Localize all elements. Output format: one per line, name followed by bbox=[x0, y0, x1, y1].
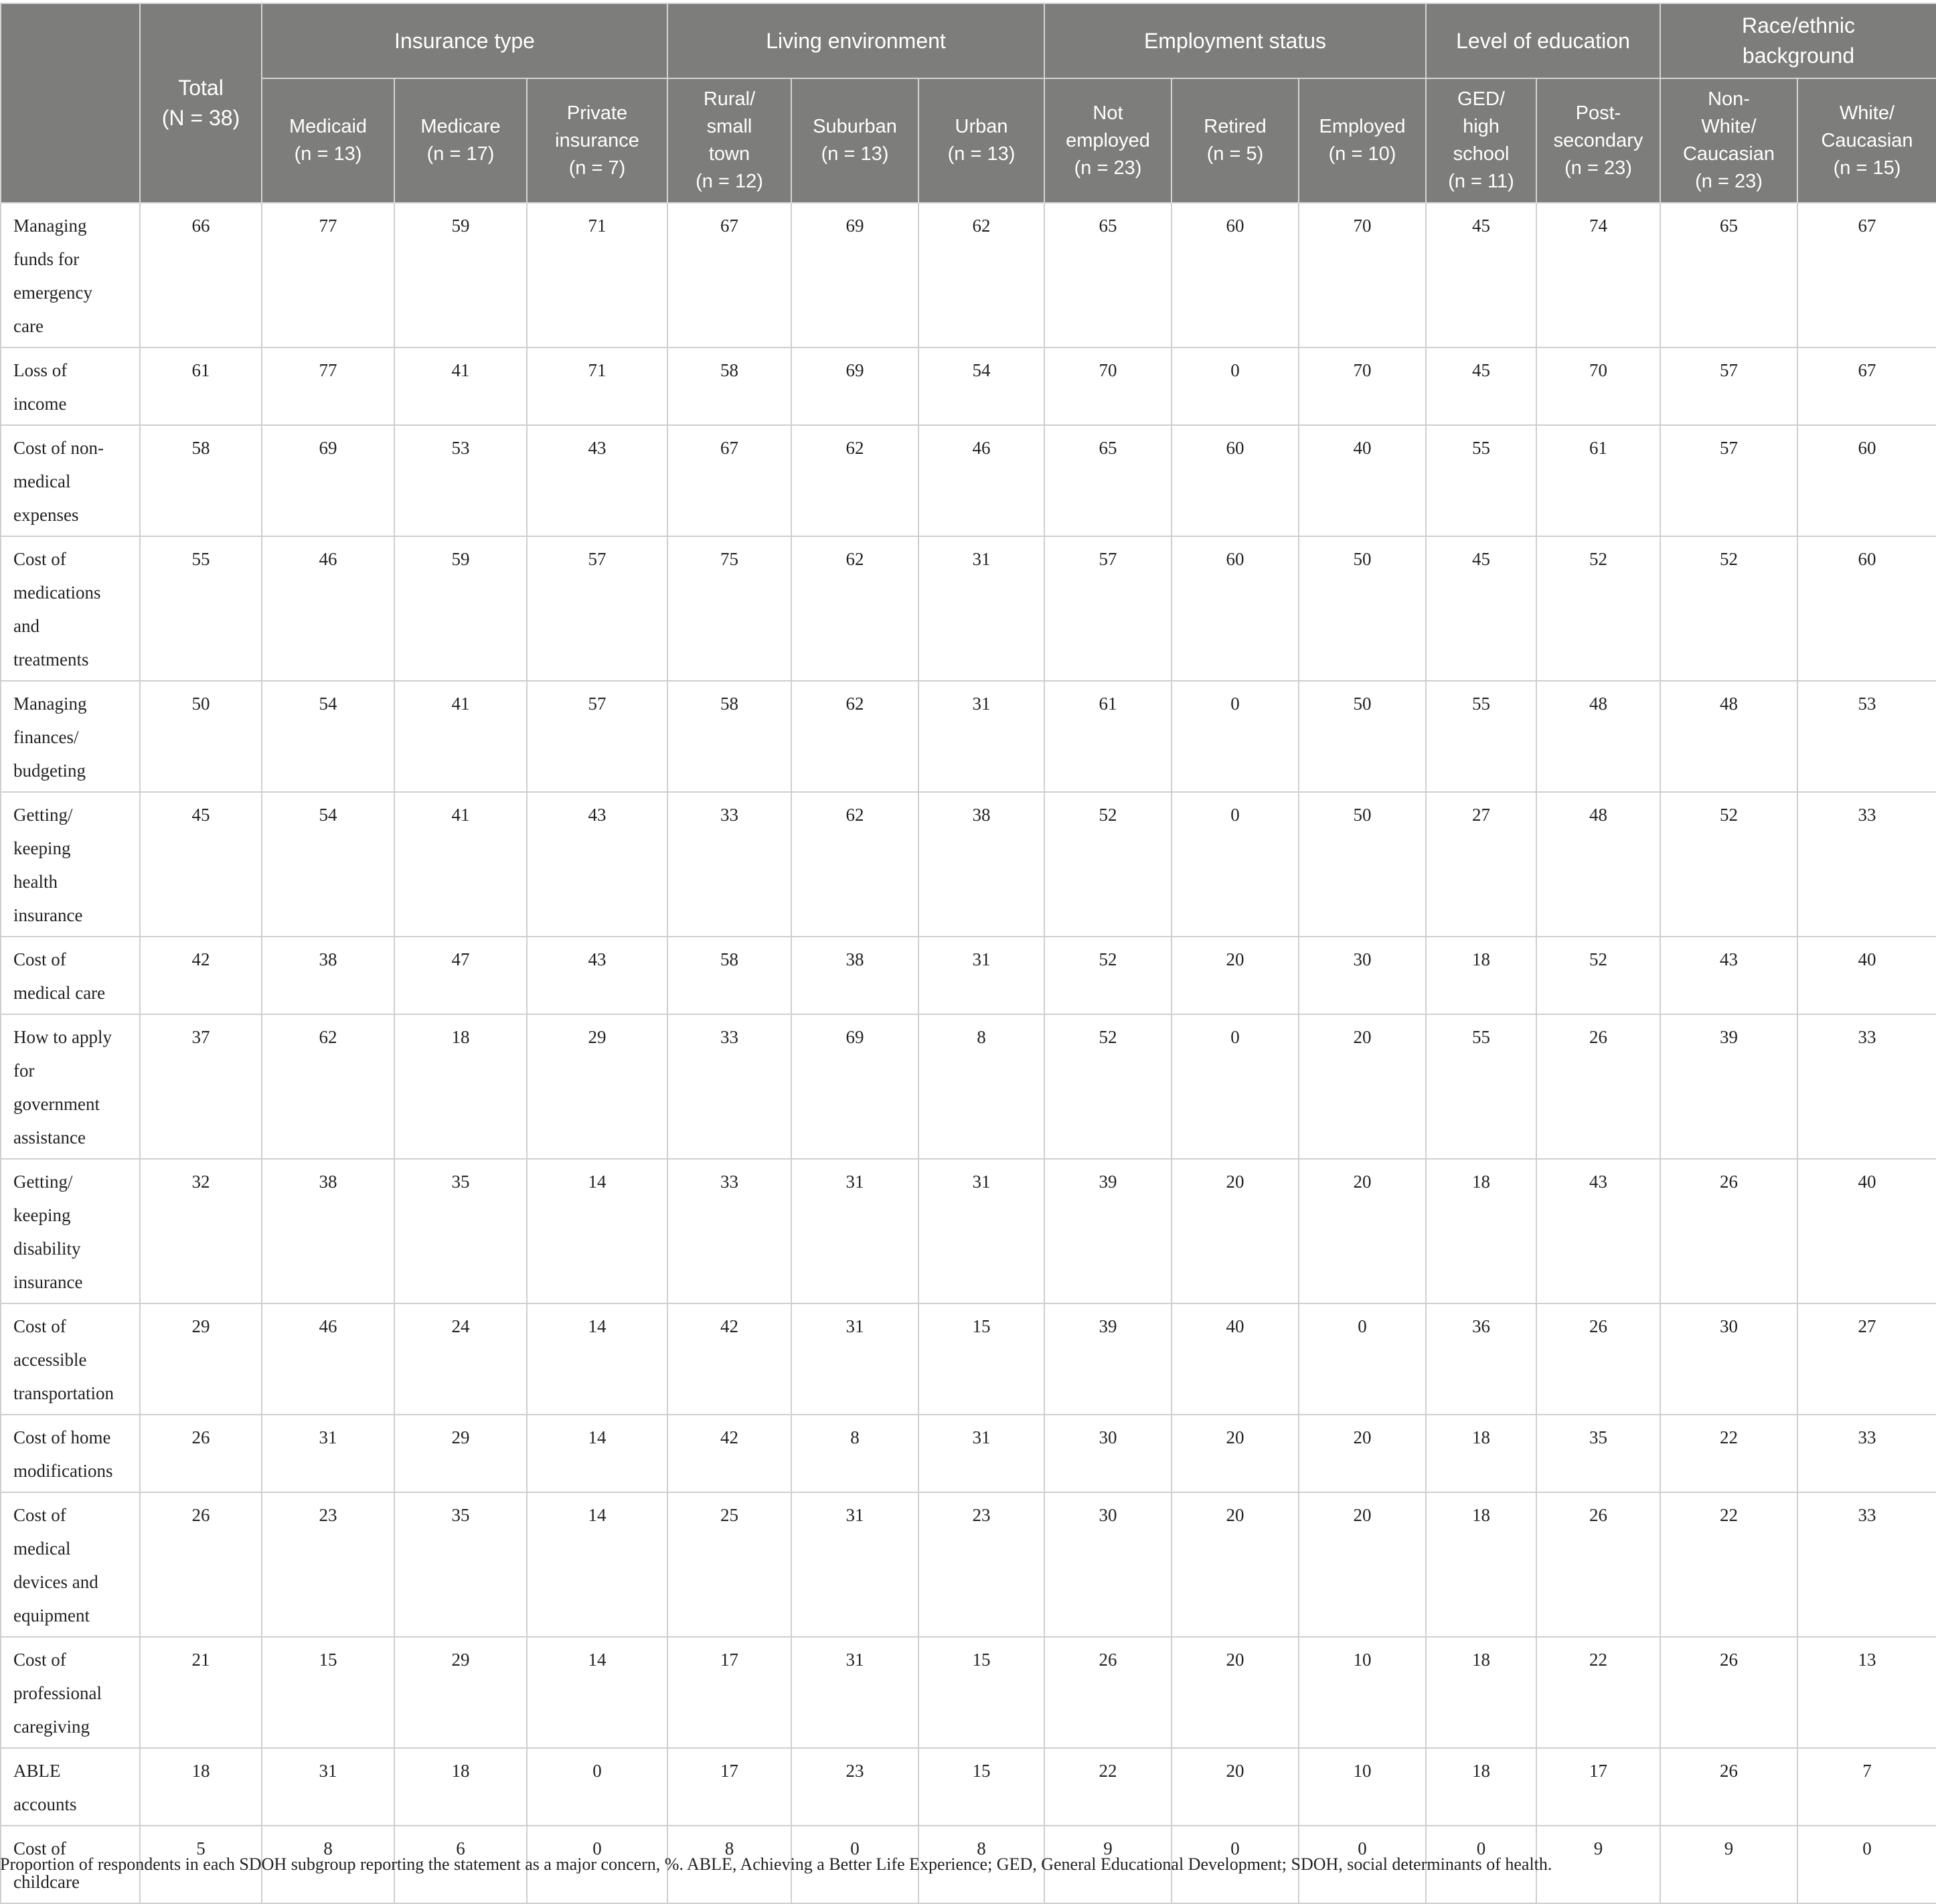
value-cell: 29 bbox=[394, 1415, 527, 1492]
value-cell: 35 bbox=[1536, 1415, 1660, 1492]
value-cell: 0 bbox=[1172, 681, 1299, 792]
value-cell: 57 bbox=[1660, 347, 1797, 425]
total-cell: 18 bbox=[140, 1748, 262, 1826]
value-cell: 0 bbox=[527, 1748, 667, 1826]
value-cell: 54 bbox=[262, 792, 394, 937]
value-cell: 58 bbox=[667, 347, 791, 425]
value-cell: 20 bbox=[1172, 1637, 1299, 1748]
table-row bbox=[1, 347, 1936, 425]
value-cell: 20 bbox=[1172, 937, 1299, 1014]
table-row bbox=[1, 1159, 1936, 1303]
row-label: Cost of medical care bbox=[1, 937, 140, 1014]
value-cell: 17 bbox=[1536, 1748, 1660, 1826]
subgroup-header: GED/ high school (n = 11) bbox=[1426, 78, 1536, 203]
total-cell: 26 bbox=[140, 1415, 262, 1492]
subgroup-header: Urban (n = 13) bbox=[918, 78, 1044, 203]
value-cell: 0 bbox=[791, 1826, 918, 1903]
value-cell: 48 bbox=[1660, 681, 1797, 792]
table-row bbox=[1, 681, 1936, 792]
value-cell: 62 bbox=[791, 681, 918, 792]
total-cell: 26 bbox=[140, 1492, 262, 1637]
value-cell: 22 bbox=[1660, 1492, 1797, 1637]
value-cell: 0 bbox=[1299, 1303, 1426, 1415]
value-cell: 45 bbox=[1426, 203, 1536, 347]
value-cell: 40 bbox=[1797, 937, 1936, 1014]
value-cell: 35 bbox=[394, 1492, 527, 1637]
value-cell: 62 bbox=[791, 536, 918, 681]
value-cell: 27 bbox=[1426, 792, 1536, 937]
total-cell: 50 bbox=[140, 681, 262, 792]
value-cell: 52 bbox=[1660, 536, 1797, 681]
group-header: Living environment bbox=[667, 3, 1044, 78]
value-cell: 23 bbox=[262, 1492, 394, 1637]
value-cell: 43 bbox=[527, 425, 667, 536]
value-cell: 67 bbox=[667, 203, 791, 347]
value-cell: 0 bbox=[1299, 1826, 1426, 1903]
sdoh-concerns-table bbox=[0, 3, 1936, 1904]
value-cell: 0 bbox=[1172, 1014, 1299, 1159]
table-row bbox=[1, 536, 1936, 681]
value-cell: 13 bbox=[1797, 1637, 1936, 1748]
value-cell: 42 bbox=[667, 1303, 791, 1415]
value-cell: 33 bbox=[667, 1159, 791, 1303]
value-cell: 33 bbox=[667, 792, 791, 937]
value-cell: 45 bbox=[1426, 536, 1536, 681]
value-cell: 30 bbox=[1044, 1492, 1172, 1637]
value-cell: 59 bbox=[394, 203, 527, 347]
table-row bbox=[1, 425, 1936, 536]
value-cell: 18 bbox=[394, 1014, 527, 1159]
row-label: How to apply for government assistance bbox=[1, 1014, 140, 1159]
value-cell: 20 bbox=[1172, 1492, 1299, 1637]
value-cell: 65 bbox=[1044, 425, 1172, 536]
value-cell: 14 bbox=[527, 1415, 667, 1492]
value-cell: 30 bbox=[1299, 937, 1426, 1014]
value-cell: 33 bbox=[1797, 1415, 1936, 1492]
value-cell: 33 bbox=[1797, 1014, 1936, 1159]
table-row bbox=[1, 1415, 1936, 1492]
value-cell: 22 bbox=[1536, 1637, 1660, 1748]
value-cell: 31 bbox=[262, 1748, 394, 1826]
value-cell: 65 bbox=[1044, 203, 1172, 347]
value-cell: 42 bbox=[667, 1415, 791, 1492]
value-cell: 26 bbox=[1660, 1748, 1797, 1826]
value-cell: 69 bbox=[791, 1014, 918, 1159]
value-cell: 62 bbox=[918, 203, 1044, 347]
value-cell: 10 bbox=[1299, 1748, 1426, 1826]
value-cell: 22 bbox=[1660, 1415, 1797, 1492]
value-cell: 38 bbox=[262, 1159, 394, 1303]
row-label: Managing funds for emergency care bbox=[1, 203, 140, 347]
value-cell: 30 bbox=[1660, 1303, 1797, 1415]
value-cell: 52 bbox=[1044, 1014, 1172, 1159]
value-cell: 41 bbox=[394, 681, 527, 792]
total-cell: 37 bbox=[140, 1014, 262, 1159]
total-cell: 45 bbox=[140, 792, 262, 937]
total-cell: 66 bbox=[140, 203, 262, 347]
value-cell: 62 bbox=[791, 425, 918, 536]
value-cell: 31 bbox=[918, 937, 1044, 1014]
value-cell: 40 bbox=[1172, 1303, 1299, 1415]
total-cell: 29 bbox=[140, 1303, 262, 1415]
value-cell: 20 bbox=[1172, 1415, 1299, 1492]
row-label: Cost of childcare bbox=[1, 1826, 140, 1903]
value-cell: 52 bbox=[1044, 937, 1172, 1014]
total-cell: 58 bbox=[140, 425, 262, 536]
value-cell: 15 bbox=[918, 1748, 1044, 1826]
value-cell: 52 bbox=[1536, 536, 1660, 681]
value-cell: 15 bbox=[918, 1303, 1044, 1415]
value-cell: 31 bbox=[918, 1415, 1044, 1492]
value-cell: 33 bbox=[1797, 1492, 1936, 1637]
value-cell: 53 bbox=[1797, 681, 1936, 792]
value-cell: 18 bbox=[1426, 1159, 1536, 1303]
value-cell: 77 bbox=[262, 203, 394, 347]
group-header: Insurance type bbox=[262, 3, 667, 78]
value-cell: 39 bbox=[1660, 1014, 1797, 1159]
subgroup-header: White/ Caucasian (n = 15) bbox=[1797, 78, 1936, 203]
value-cell: 8 bbox=[262, 1826, 394, 1903]
value-cell: 0 bbox=[527, 1826, 667, 1903]
value-cell: 31 bbox=[918, 1159, 1044, 1303]
table-row bbox=[1, 203, 1936, 347]
value-cell: 75 bbox=[667, 536, 791, 681]
value-cell: 9 bbox=[1660, 1826, 1797, 1903]
value-cell: 52 bbox=[1536, 937, 1660, 1014]
total-cell: 32 bbox=[140, 1159, 262, 1303]
value-cell: 39 bbox=[1044, 1159, 1172, 1303]
value-cell: 6 bbox=[394, 1826, 527, 1903]
value-cell: 22 bbox=[1044, 1748, 1172, 1826]
group-header: Employment status bbox=[1044, 3, 1426, 78]
value-cell: 20 bbox=[1299, 1415, 1426, 1492]
value-cell: 57 bbox=[1044, 536, 1172, 681]
value-cell: 15 bbox=[918, 1637, 1044, 1748]
value-cell: 77 bbox=[262, 347, 394, 425]
value-cell: 20 bbox=[1299, 1014, 1426, 1159]
value-cell: 31 bbox=[791, 1492, 918, 1637]
value-cell: 20 bbox=[1299, 1159, 1426, 1303]
value-cell: 26 bbox=[1536, 1014, 1660, 1159]
row-label: Cost of home modifications bbox=[1, 1415, 140, 1492]
value-cell: 55 bbox=[1426, 425, 1536, 536]
value-cell: 18 bbox=[1426, 1748, 1536, 1826]
value-cell: 62 bbox=[791, 792, 918, 937]
value-cell: 54 bbox=[262, 681, 394, 792]
row-label: Managing finances/ budgeting bbox=[1, 681, 140, 792]
value-cell: 18 bbox=[1426, 1492, 1536, 1637]
subgroup-header: Medicare (n = 17) bbox=[394, 78, 527, 203]
row-label: Cost of accessible transportation bbox=[1, 1303, 140, 1415]
value-cell: 43 bbox=[527, 937, 667, 1014]
value-cell: 69 bbox=[262, 425, 394, 536]
value-cell: 58 bbox=[667, 681, 791, 792]
value-cell: 54 bbox=[918, 347, 1044, 425]
value-cell: 29 bbox=[527, 1014, 667, 1159]
value-cell: 60 bbox=[1797, 425, 1936, 536]
value-cell: 50 bbox=[1299, 792, 1426, 937]
value-cell: 39 bbox=[1044, 1303, 1172, 1415]
value-cell: 31 bbox=[791, 1637, 918, 1748]
value-cell: 70 bbox=[1299, 203, 1426, 347]
total-cell: 5 bbox=[140, 1826, 262, 1903]
value-cell: 60 bbox=[1172, 425, 1299, 536]
total-column-header: Total (N = 38) bbox=[140, 3, 262, 203]
table-row bbox=[1, 1492, 1936, 1637]
total-cell: 42 bbox=[140, 937, 262, 1014]
value-cell: 70 bbox=[1299, 347, 1426, 425]
value-cell: 20 bbox=[1172, 1159, 1299, 1303]
value-cell: 69 bbox=[791, 203, 918, 347]
value-cell: 20 bbox=[1172, 1748, 1299, 1826]
table-row bbox=[1, 1748, 1936, 1826]
subgroup-header: Rural/ small town (n = 12) bbox=[667, 78, 791, 203]
value-cell: 46 bbox=[262, 1303, 394, 1415]
value-cell: 0 bbox=[1172, 347, 1299, 425]
value-cell: 61 bbox=[1044, 681, 1172, 792]
value-cell: 18 bbox=[394, 1748, 527, 1826]
value-cell: 20 bbox=[1299, 1492, 1426, 1637]
subgroup-header: Private insurance (n = 7) bbox=[527, 78, 667, 203]
value-cell: 61 bbox=[1536, 425, 1660, 536]
value-cell: 8 bbox=[918, 1014, 1044, 1159]
value-cell: 40 bbox=[1299, 425, 1426, 536]
value-cell: 41 bbox=[394, 347, 527, 425]
row-label: Cost of professional caregiving bbox=[1, 1637, 140, 1748]
value-cell: 46 bbox=[262, 536, 394, 681]
value-cell: 50 bbox=[1299, 681, 1426, 792]
value-cell: 60 bbox=[1172, 536, 1299, 681]
table-header bbox=[1, 3, 1936, 203]
value-cell: 69 bbox=[791, 347, 918, 425]
value-cell: 26 bbox=[1044, 1637, 1172, 1748]
value-cell: 45 bbox=[1426, 347, 1536, 425]
value-cell: 23 bbox=[918, 1492, 1044, 1637]
table-row bbox=[1, 1303, 1936, 1415]
value-cell: 74 bbox=[1536, 203, 1660, 347]
value-cell: 57 bbox=[1660, 425, 1797, 536]
value-cell: 35 bbox=[394, 1159, 527, 1303]
row-label: Cost of medications and treatments bbox=[1, 536, 140, 681]
value-cell: 9 bbox=[1044, 1826, 1172, 1903]
value-cell: 65 bbox=[1660, 203, 1797, 347]
sdoh-table-container bbox=[0, 3, 1936, 1904]
value-cell: 48 bbox=[1536, 681, 1660, 792]
value-cell: 14 bbox=[527, 1303, 667, 1415]
table-caption: Proportion of respondents in each SDOH subgroup reporting the statement as a major concern, %. ABLE, Achieving a Better Life Experience; GED, General Educational Development; SDOH, social determinants of health. bbox=[0, 1854, 1552, 1874]
value-cell: 8 bbox=[918, 1826, 1044, 1903]
value-cell: 18 bbox=[1426, 1415, 1536, 1492]
value-cell: 0 bbox=[1797, 1826, 1936, 1903]
value-cell: 0 bbox=[1172, 1826, 1299, 1903]
total-cell: 21 bbox=[140, 1637, 262, 1748]
value-cell: 70 bbox=[1044, 347, 1172, 425]
table-row bbox=[1, 1014, 1936, 1159]
value-cell: 67 bbox=[1797, 347, 1936, 425]
value-cell: 17 bbox=[667, 1637, 791, 1748]
value-cell: 7 bbox=[1797, 1748, 1936, 1826]
value-cell: 46 bbox=[918, 425, 1044, 536]
value-cell: 0 bbox=[1172, 792, 1299, 937]
value-cell: 30 bbox=[1044, 1415, 1172, 1492]
value-cell: 31 bbox=[791, 1303, 918, 1415]
value-cell: 23 bbox=[791, 1748, 918, 1826]
value-cell: 31 bbox=[918, 536, 1044, 681]
table-body bbox=[1, 203, 1936, 1903]
value-cell: 26 bbox=[1660, 1159, 1797, 1303]
group-header: Race/ethnic background bbox=[1660, 3, 1936, 78]
row-label: Cost of non- medical expenses bbox=[1, 425, 140, 536]
empty-corner-header bbox=[1, 3, 140, 203]
row-label: Getting/ keeping disability insurance bbox=[1, 1159, 140, 1303]
value-cell: 67 bbox=[1797, 203, 1936, 347]
value-cell: 0 bbox=[1426, 1826, 1536, 1903]
value-cell: 8 bbox=[667, 1826, 791, 1903]
value-cell: 62 bbox=[262, 1014, 394, 1159]
group-header: Level of education bbox=[1426, 3, 1660, 78]
row-label: Getting/ keeping health insurance bbox=[1, 792, 140, 937]
value-cell: 43 bbox=[1660, 937, 1797, 1014]
value-cell: 57 bbox=[527, 536, 667, 681]
value-cell: 17 bbox=[667, 1748, 791, 1826]
value-cell: 43 bbox=[527, 792, 667, 937]
value-cell: 10 bbox=[1299, 1637, 1426, 1748]
value-cell: 29 bbox=[394, 1637, 527, 1748]
value-cell: 41 bbox=[394, 792, 527, 937]
value-cell: 33 bbox=[1797, 792, 1936, 937]
value-cell: 55 bbox=[1426, 1014, 1536, 1159]
value-cell: 33 bbox=[667, 1014, 791, 1159]
value-cell: 67 bbox=[667, 425, 791, 536]
value-cell: 24 bbox=[394, 1303, 527, 1415]
value-cell: 31 bbox=[918, 681, 1044, 792]
table-row bbox=[1, 937, 1936, 1014]
value-cell: 31 bbox=[262, 1415, 394, 1492]
value-cell: 36 bbox=[1426, 1303, 1536, 1415]
subgroup-header: Post- secondary (n = 23) bbox=[1536, 78, 1660, 203]
subgroup-header: Employed (n = 10) bbox=[1299, 78, 1426, 203]
value-cell: 58 bbox=[667, 937, 791, 1014]
row-label: ABLE accounts bbox=[1, 1748, 140, 1826]
value-cell: 18 bbox=[1426, 1637, 1536, 1748]
value-cell: 38 bbox=[791, 937, 918, 1014]
value-cell: 14 bbox=[527, 1492, 667, 1637]
value-cell: 70 bbox=[1536, 347, 1660, 425]
value-cell: 53 bbox=[394, 425, 527, 536]
value-cell: 43 bbox=[1536, 1159, 1660, 1303]
value-cell: 50 bbox=[1299, 536, 1426, 681]
value-cell: 52 bbox=[1660, 792, 1797, 937]
value-cell: 57 bbox=[527, 681, 667, 792]
value-cell: 26 bbox=[1536, 1303, 1660, 1415]
subgroup-header: Medicaid (n = 13) bbox=[262, 78, 394, 203]
value-cell: 59 bbox=[394, 536, 527, 681]
value-cell: 8 bbox=[791, 1415, 918, 1492]
subgroup-header: Not employed (n = 23) bbox=[1044, 78, 1172, 203]
table-row bbox=[1, 792, 1936, 937]
subgroup-header: Suburban (n = 13) bbox=[791, 78, 918, 203]
value-cell: 40 bbox=[1797, 1159, 1936, 1303]
value-cell: 60 bbox=[1172, 203, 1299, 347]
table-row bbox=[1, 1637, 1936, 1748]
value-cell: 60 bbox=[1797, 536, 1936, 681]
value-cell: 31 bbox=[791, 1159, 918, 1303]
value-cell: 25 bbox=[667, 1492, 791, 1637]
value-cell: 27 bbox=[1797, 1303, 1936, 1415]
subgroup-header: Retired (n = 5) bbox=[1172, 78, 1299, 203]
value-cell: 38 bbox=[918, 792, 1044, 937]
value-cell: 38 bbox=[262, 937, 394, 1014]
row-label: Loss of income bbox=[1, 347, 140, 425]
value-cell: 26 bbox=[1536, 1492, 1660, 1637]
group-header-row bbox=[1, 3, 1936, 78]
value-cell: 9 bbox=[1536, 1826, 1660, 1903]
total-cell: 55 bbox=[140, 536, 262, 681]
value-cell: 71 bbox=[527, 347, 667, 425]
value-cell: 14 bbox=[527, 1159, 667, 1303]
value-cell: 18 bbox=[1426, 937, 1536, 1014]
value-cell: 55 bbox=[1426, 681, 1536, 792]
value-cell: 14 bbox=[527, 1637, 667, 1748]
total-cell: 61 bbox=[140, 347, 262, 425]
subgroup-header-row bbox=[1, 78, 1936, 203]
row-label: Cost of medical devices and equipment bbox=[1, 1492, 140, 1637]
subgroup-header: Non- White/ Caucasian (n = 23) bbox=[1660, 78, 1797, 203]
value-cell: 48 bbox=[1536, 792, 1660, 937]
value-cell: 71 bbox=[527, 203, 667, 347]
value-cell: 47 bbox=[394, 937, 527, 1014]
value-cell: 26 bbox=[1660, 1637, 1797, 1748]
value-cell: 52 bbox=[1044, 792, 1172, 937]
value-cell: 15 bbox=[262, 1637, 394, 1748]
